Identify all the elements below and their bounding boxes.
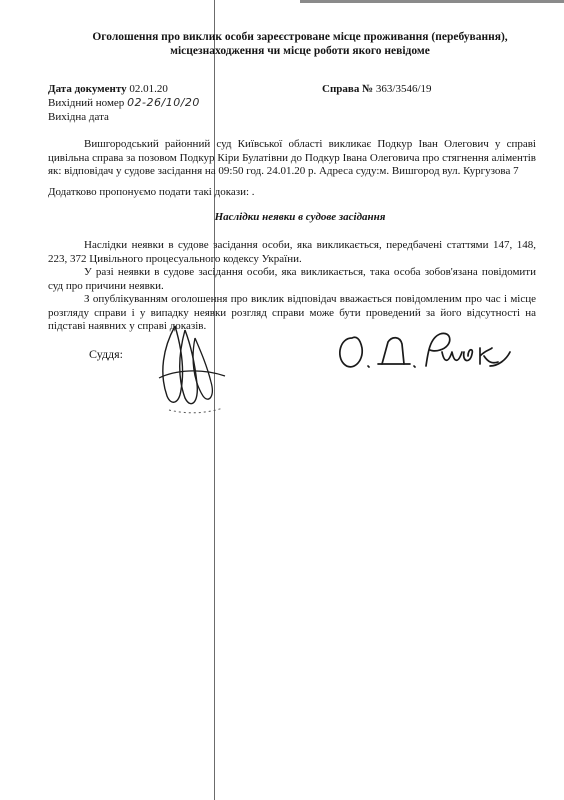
judge-label: Суддя: [89, 347, 124, 361]
judge-name-signature [330, 322, 520, 382]
outgoing-number-value: 02-26/10/20 [127, 96, 200, 109]
case-number-label: Справа № [322, 83, 374, 95]
case-number-value: 363/3546/19 [375, 83, 432, 95]
outgoing-number [48, 96, 200, 110]
judge-scribble-signature [145, 318, 235, 418]
consequences-paragraph: Наслідки неявки в судове засідання особи, яка викликається, передбачені статтями 147, 148, 223, 372 Цивільного процесуального кодексу України. [48, 239, 536, 265]
title-line-2: місцезнаходження чи місце роботи якого невідоме [170, 45, 430, 57]
outgoing-date-label: Вихідна дата [48, 111, 109, 123]
notice-paragraph: У разі неявки в судове засідання особи, яка викликається, така особа зобов'язана повідомити суд про причини неявки. [48, 266, 536, 292]
doc-date [48, 82, 168, 96]
case-number [322, 82, 432, 96]
doc-date-label: Дата документу [48, 83, 127, 95]
outgoing-number-label: Вихідний номер [48, 97, 125, 109]
scan-artifact-top [300, 0, 564, 3]
publication-paragraph: З опублікуванням оголошення про виклик відповідач вважається повідомленим про час і місце розгляду справи і у випадку неявки розгляд справи може бути проведений за його відсутності на підставі наявних у справі доказів. [48, 293, 536, 333]
doc-date-value: 02.01.20 [129, 83, 168, 95]
evidence-paragraph: Додатково пропонуємо подати такі докази: . [48, 186, 255, 198]
title-line-1: Оголошення про виклик особи зареєстроване місце проживання (перебування), [92, 31, 508, 43]
summons-paragraph: Вишгородський районний суд Київської області викликає Подкур Іван Олегович у справі цивільна справа за позовом Подкур Кіри Булатівни до Подкур Івана Олеговича про стягнення аліментів як: відповідач у судове засідання на 09:50 год. 24.01.20 р. Адреса суду:м. Вишгород вул. Кургузова 7 [48, 138, 536, 178]
document-title [60, 30, 540, 58]
section-title: Наслідки неявки в судове засідання [214, 211, 386, 223]
